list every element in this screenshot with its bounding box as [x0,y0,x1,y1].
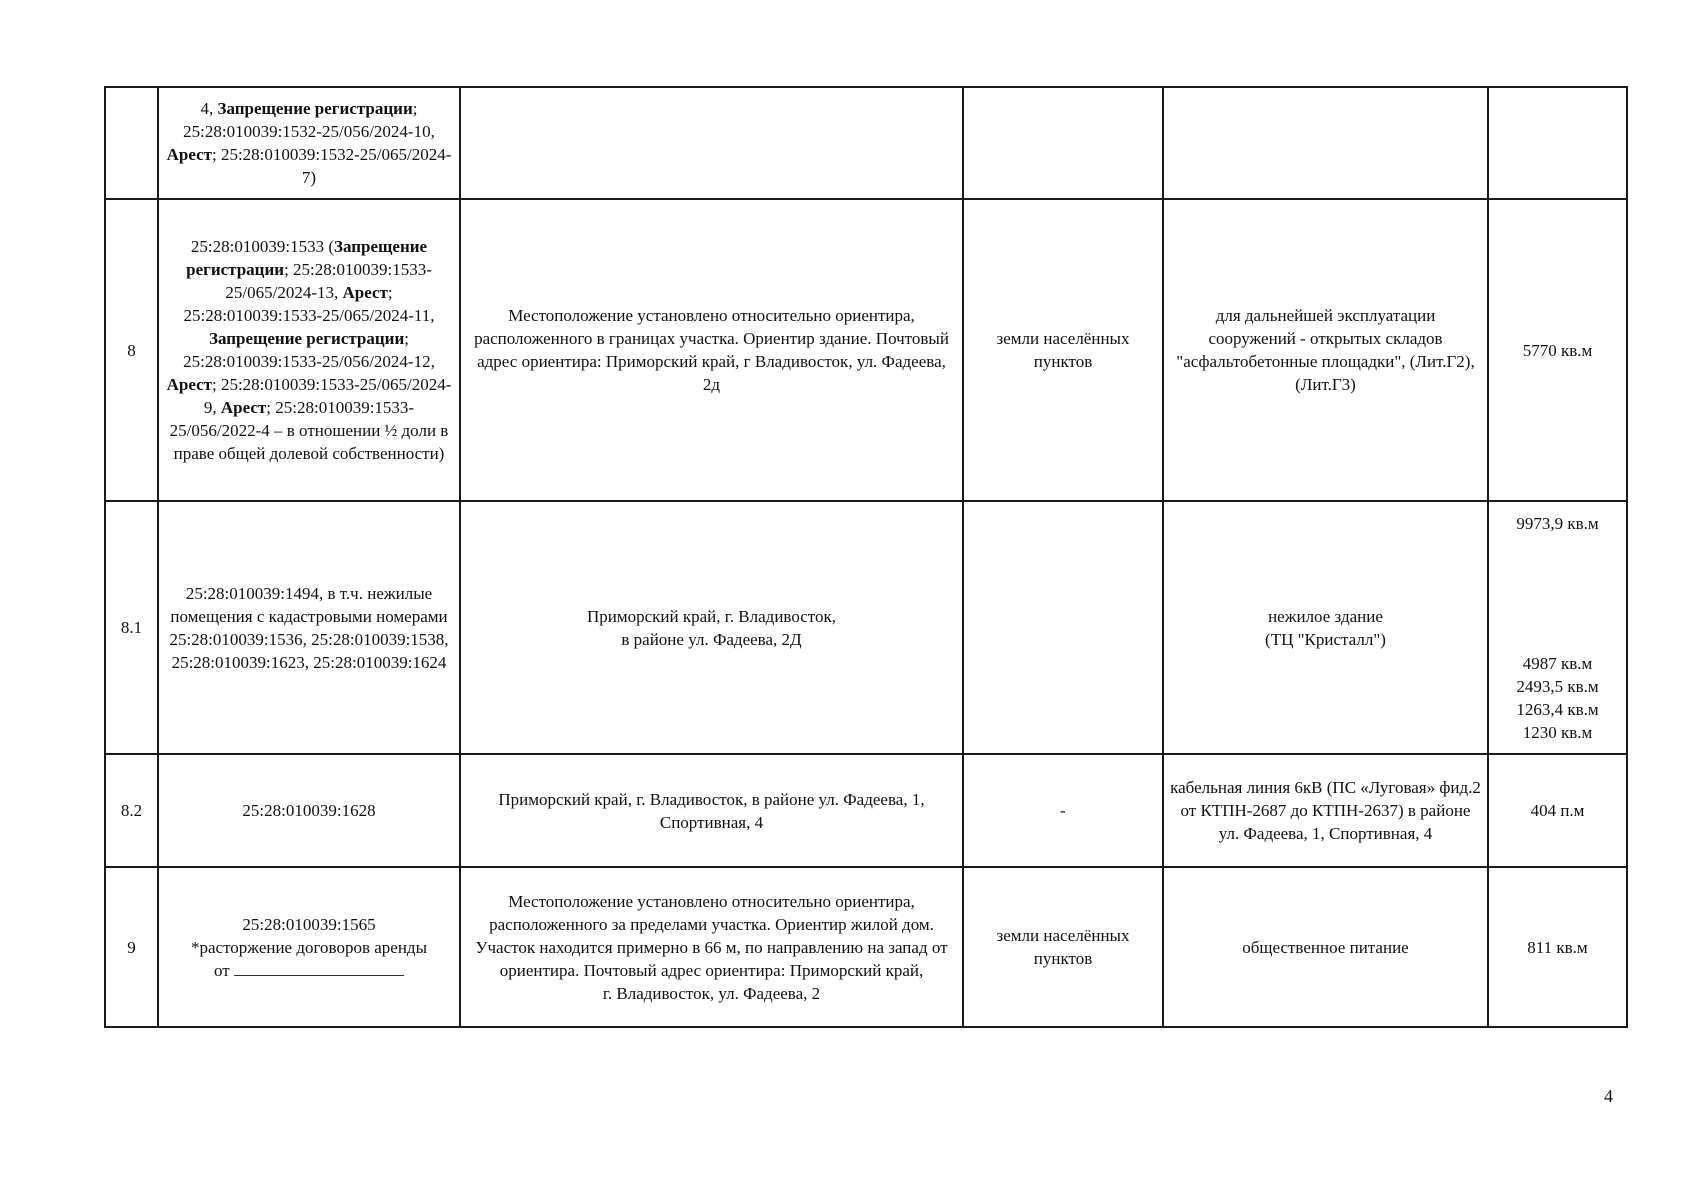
location-cell [460,867,963,1027]
area-cell: 811 кв.м [1488,867,1627,1027]
blank-date-field [234,959,404,976]
cadastral-text: 25:28:010039:1533 ( [190,237,334,256]
encumbrance-type: Арест [342,283,388,302]
permitted-use-cell [1163,87,1488,199]
location-cell: Приморский край, г. Владивосток, в районе ул. Фадеева, 1, Спортивная, 4 [460,754,963,867]
land-category-cell [963,501,1163,754]
cadastral-text: ; 25:28:010039:1532-25/065/2024-7) [211,145,452,187]
table-row [105,754,1627,867]
table-row [105,867,1627,1027]
table-row [105,199,1627,501]
date-prefix: от [214,960,230,980]
area-item: 2493,5 кв.м [1516,676,1599,696]
location-text: Местоположение установлено относительно ориентира, расположенного за пределами участка. Ориентир жилой дом. Участок находится примерно в 66 м, по направлению на запад от ориентира. Почтовый адрес ориентира: Приморский край, [475,891,948,980]
location-cell [460,501,963,754]
cadastral-text: 4, [200,99,218,118]
cadastral-text: ; 25:28:010039:1533-25/065/2024-11, [183,283,435,325]
area-cell [1488,87,1627,199]
cadastral-cell: 25:28:010039:1494, в т.ч. нежилые помещения с кадастровыми номерами 25:28:010039:1536, 25:28:010039:1538, 25:28:010039:1623, 25:28:010039:1624 [158,501,460,754]
area-item: 4987 кв.м [1522,653,1593,673]
cadastral-text: ; 25:28:010039:1532-25/056/2024-10, [183,99,435,141]
location-cell: Местоположение установлено относительно ориентира, расположенного в границах участка. Ориентир здание. Почтовый адрес ориентира: Приморский край, г Владивосток, ул. Фадеева, 2д [460,199,963,501]
location-line: в районе ул. Фадеева, 2Д [621,629,802,649]
row-number-cell: 8.2 [105,754,158,867]
row-number-cell: 8 [105,199,158,501]
encumbrance-type: Запрещение регистрации [208,329,405,348]
table-row [105,87,1627,199]
encumbrance-type: Арест [166,375,212,394]
encumbrance-type: Запрещение регистрации [186,237,428,279]
encumbrance-type: Арест [166,145,212,164]
permitted-use-line: (ТЦ "Кристалл") [1265,629,1386,649]
land-category-cell: - [963,754,1163,867]
cadastral-text: ; 25:28:010039:1533-25/056/2022-4 – в отношении ½ доли в праве общей долевой собственности) [169,398,449,463]
encumbrance-type: Арест [220,398,267,417]
cadastral-text: ; 25:28:010039:1533-25/065/2024-9, [203,375,452,417]
location-line: г. Владивосток, ул. Фадеева, 2 [602,983,821,1003]
area-cell [1488,501,1627,754]
cadastral-cell: 25:28:010039:1628 [158,754,460,867]
permitted-use-cell: общественное питание [1163,867,1488,1027]
row-number-cell: 8.1 [105,501,158,754]
cadastral-text: ; 25:28:010039:1533-25/056/2024-12, [183,329,435,371]
area-cell: 404 п.м [1488,754,1627,867]
area-cell: 5770 кв.м [1488,199,1627,501]
area-total: 9973,9 кв.м [1516,513,1599,533]
location-cell [460,87,963,199]
permitted-use-cell [1163,501,1488,754]
area-item: 1263,4 кв.м [1516,699,1599,719]
permitted-use-line: нежилое здание [1268,606,1383,626]
cadastral-number: 25:28:010039:1565 [242,914,376,934]
cadastral-text: ; 25:28:010039:1533-25/065/2024-13, [225,260,432,302]
row-number-cell: 9 [105,867,158,1027]
row-number-cell [105,87,158,199]
cadastral-cell [158,87,460,199]
table-row [105,501,1627,754]
page-number: 4 [1604,1086,1613,1106]
land-plots-table [104,86,1628,1028]
land-category-cell: земли населённых пунктов [963,867,1163,1027]
encumbrance-type: Запрещение регистрации [217,99,413,118]
cadastral-cell [158,199,460,501]
lease-termination-note: *расторжение договоров аренды [191,937,427,957]
area-item: 1230 кв.м [1522,722,1593,742]
land-category-cell: земли населённых пунктов [963,199,1163,501]
land-category-cell [963,87,1163,199]
permitted-use-cell: для дальнейшей эксплуатации сооружений - открытых складов "асфальтобетонные площадки", (Лит.Г2), (Лит.Г3) [1163,199,1488,501]
permitted-use-cell: кабельная линия 6кВ (ПС «Луговая» фид.2 от КТПН-2687 до КТПН-2637) в районе ул. Фадеева, 1, Спортивная, 4 [1163,754,1488,867]
cadastral-cell [158,867,460,1027]
location-line: Приморский край, г. Владивосток, [586,606,837,626]
